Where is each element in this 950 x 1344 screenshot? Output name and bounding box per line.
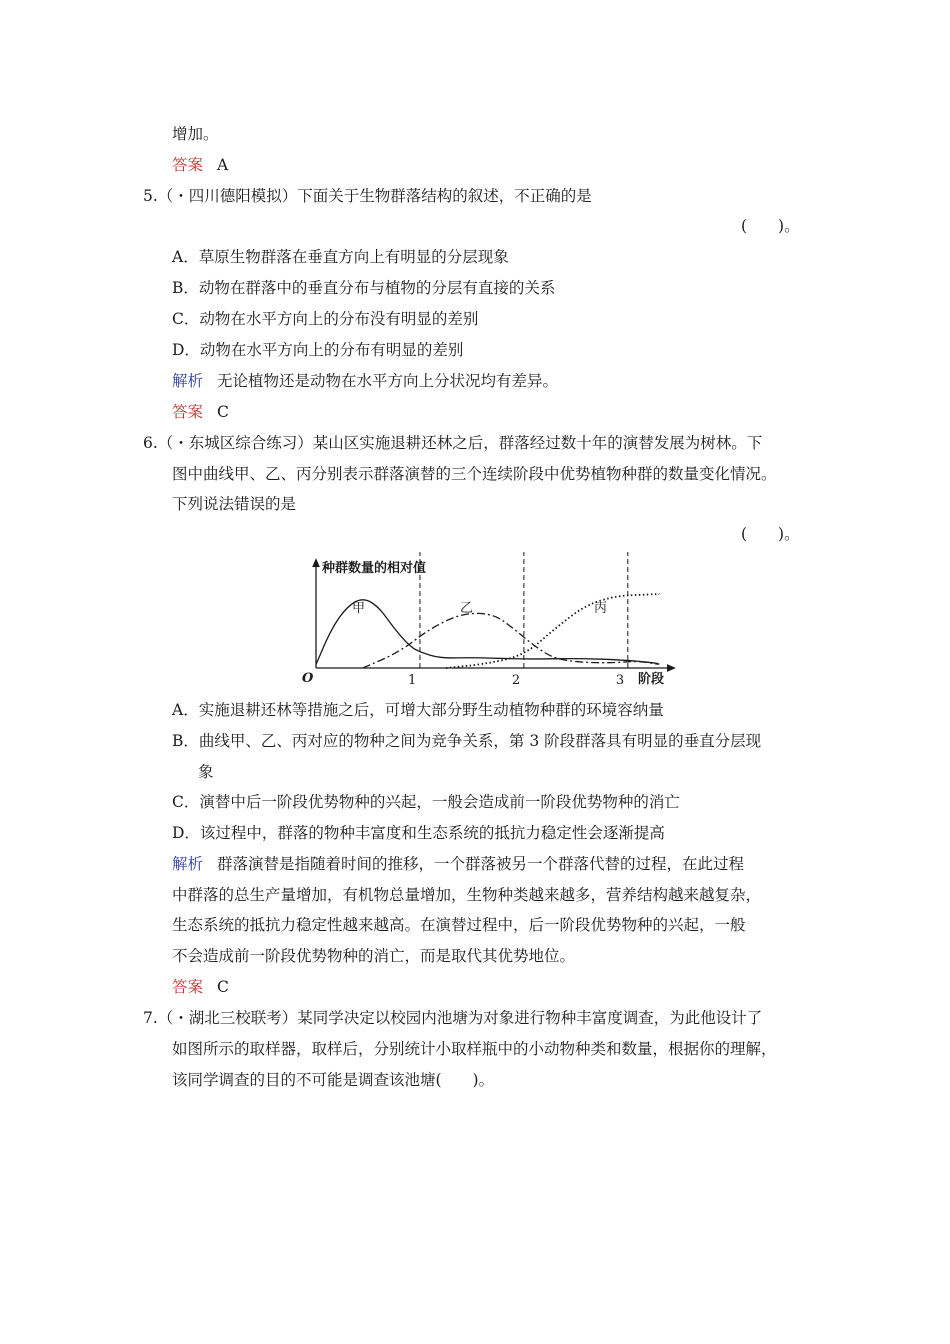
q5-answer: C xyxy=(217,403,229,421)
q5-answer-line xyxy=(172,402,229,422)
series-line-1 xyxy=(316,600,659,665)
q6-answer: C xyxy=(217,978,229,996)
population-chart xyxy=(300,550,680,690)
answer-label: 答案 xyxy=(172,156,204,174)
origin-label: O xyxy=(302,671,314,686)
q5-option-a: A．草原生物群落在垂直方向上有明显的分层现象 xyxy=(172,248,509,266)
series-label: 甲 xyxy=(352,601,366,616)
q7-stem-line-1: 7.（・湖北三校联考）某同学决定以校园内池塘为对象进行物种丰富度调查，为此他设计了 xyxy=(143,1009,763,1027)
series-label: 乙 xyxy=(460,601,474,616)
analysis-label: 解析 xyxy=(172,372,204,390)
series-label: 丙 xyxy=(594,601,608,616)
q5-option-d: D．动物在水平方向上的分布有明显的差别 xyxy=(172,341,464,359)
q6-stem-line-2: 图中曲线甲、乙、丙分别表示群落演替的三个连续阶段中优势植物种群的数量变化情况。 xyxy=(172,465,777,483)
q6-paren: ( )。 xyxy=(741,525,800,543)
answer-label: 答案 xyxy=(172,978,204,996)
q6-option-b-cont: 象 xyxy=(198,763,214,781)
q6-option-d: D．该过程中，群落的物种丰富度和生态系统的抵抗力稳定性会逐渐提高 xyxy=(172,824,665,842)
q6-stem-line-1: 6.（・东城区综合练习）某山区实施退耕还林之后，群落经过数十年的演替发展为树林。下 xyxy=(143,434,763,452)
q4-tail: 增加。 xyxy=(172,125,219,143)
q7-stem-line-2: 如图所示的取样器，取样后，分别统计小取样瓶中的小动物种类和数量，根据你的理解， xyxy=(172,1040,777,1058)
x-tick-label: 2 xyxy=(511,673,521,688)
x-tick-label: 3 xyxy=(615,673,625,688)
q6-analysis-line-1 xyxy=(172,854,744,874)
y-axis-label: 种群数量的相对值 xyxy=(322,561,427,576)
q6-stem-line-3: 下列说法错误的是 xyxy=(172,495,297,513)
q6-analysis-text-1: 群落演替是指随着时间的推移，一个群落被另一个群落代替的过程，在此过程 xyxy=(217,855,745,873)
q5-option-c: C．动物在水平方向上的分布没有明显的差别 xyxy=(172,310,479,328)
series-line-3 xyxy=(446,594,659,668)
q5-option-b: B．动物在群落中的垂直分布与植物的分层有直接的关系 xyxy=(172,279,556,297)
q7-stem-line-3: 该同学调查的目的不可能是调查该池塘( )。 xyxy=(172,1071,495,1089)
q5-analysis-text: 无论植物还是动物在水平方向上分状况均有差异。 xyxy=(217,372,559,390)
q4-answer: A xyxy=(217,156,229,174)
q6-answer-line xyxy=(172,977,229,997)
answer-label: 答案 xyxy=(172,403,204,421)
q5-analysis xyxy=(172,371,558,391)
x-axis-label: 阶段 xyxy=(638,672,665,687)
q5-paren: ( )。 xyxy=(741,217,800,235)
q6-option-c: C．演替中后一阶段优势物种的兴起，一般会造成前一阶段优势物种的消亡 xyxy=(172,793,680,811)
q6-option-b: B．曲线甲、乙、丙对应的物种之间为竞争关系，第 3 阶段群落具有明显的垂直分层现 xyxy=(172,732,762,750)
x-tick-label: 1 xyxy=(407,673,417,688)
q6-analysis-line-2: 中群落的总生产量增加，有机物总量增加，生物种类越来越多，营养结构越来越复杂， xyxy=(172,886,762,904)
q6-analysis-line-4: 不会造成前一阶段优势物种的消亡，而是取代其优势地位。 xyxy=(172,947,576,965)
analysis-label: 解析 xyxy=(172,855,204,873)
q4-answer-line xyxy=(172,155,228,175)
q5-stem: 5.（・四川德阳模拟）下面关于生物群落结构的叙述，不正确的是 xyxy=(143,187,592,205)
q6-analysis-line-3: 生态系统的抵抗力稳定性越来越高。在演替过程中，后一阶段优势物种的兴起，一般 xyxy=(172,916,746,934)
q6-option-a: A．实施退耕还林等措施之后，可增大部分野生动植物种群的环境容纳量 xyxy=(172,701,664,719)
